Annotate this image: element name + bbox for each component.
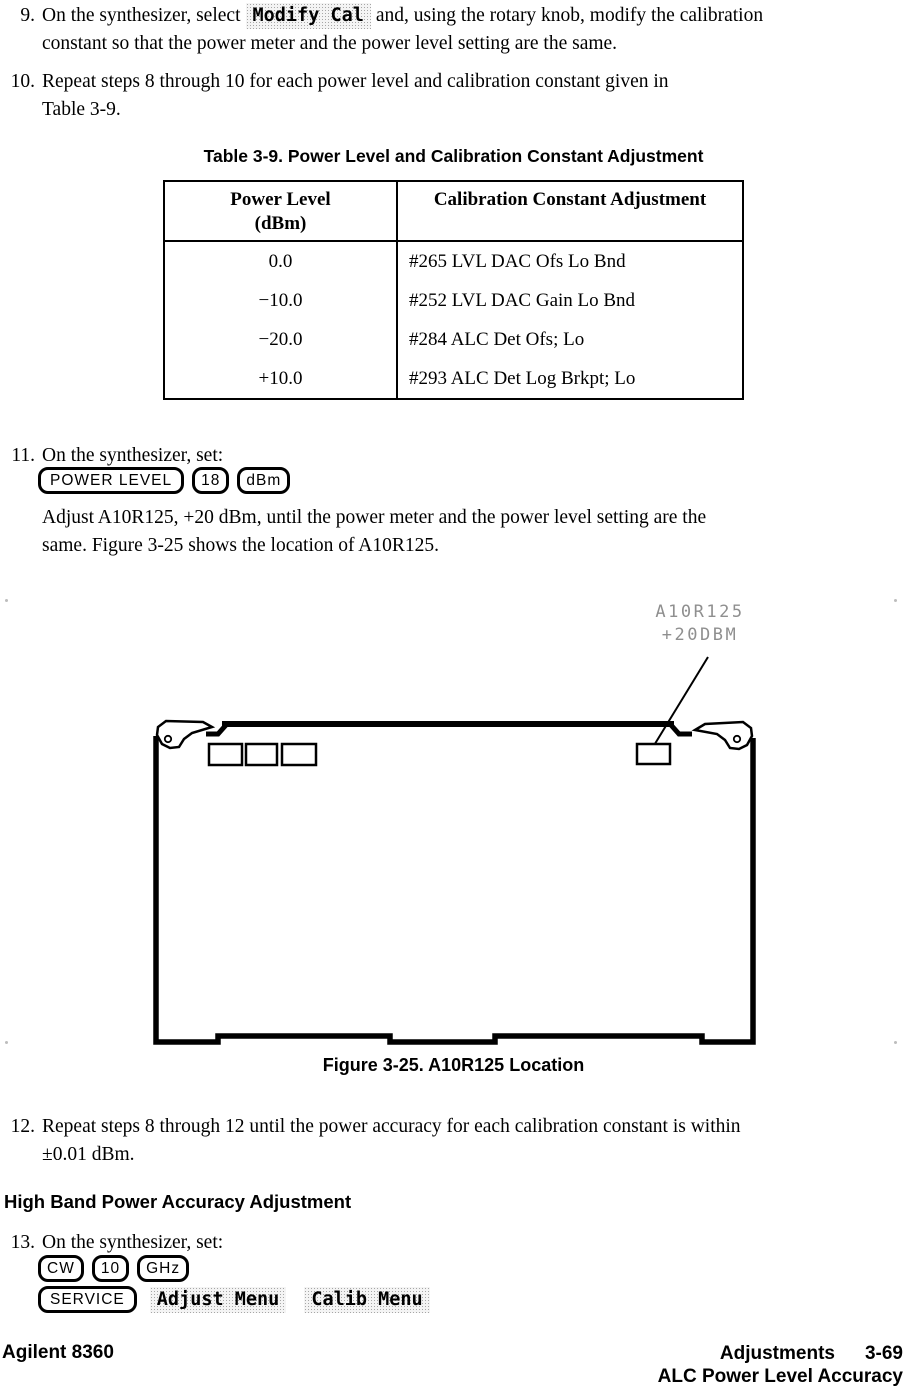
table-3-9-col2-header: Calibration Constant Adjustment xyxy=(433,189,707,210)
step-11-keys xyxy=(38,467,290,494)
step-11-para-line-1: Adjust A10R125, +20 dBm, until the power meter and the power level setting are the xyxy=(42,507,707,528)
softkey-modify-cal: Modify Cal xyxy=(246,3,371,29)
col1-header-line2: (dBm) xyxy=(254,213,307,234)
step-13-intro: On the synthesizer, set: xyxy=(42,1232,224,1253)
component-label-value: +20DBM xyxy=(661,625,739,645)
step-9-line1-post: and, using the rotary knob, modify the calibration xyxy=(375,5,764,26)
step-10-number: 10. xyxy=(10,71,35,92)
section-heading-high-band: High Band Power Accuracy Adjustment xyxy=(4,1191,352,1212)
step-11-number: 11. xyxy=(11,445,35,466)
footer-page-number: 3-69 xyxy=(864,1343,903,1364)
key-dbm: dBm xyxy=(237,467,290,494)
softkey-adjust-menu: Adjust Menu xyxy=(150,1287,287,1313)
latch-hole-left-icon xyxy=(165,736,171,742)
step-13-keys-row-2 xyxy=(38,1286,435,1313)
board-outline xyxy=(156,736,753,1042)
ejector-latch-right-icon xyxy=(695,722,752,749)
table-3-9 xyxy=(163,180,744,400)
cell-power-level: −10.0 xyxy=(165,281,398,320)
board-step-right xyxy=(671,725,692,734)
step-11-paragraph xyxy=(42,504,706,560)
key-10: 10 xyxy=(92,1255,129,1282)
step-9 xyxy=(0,2,907,58)
step-12-line-1: Repeat steps 8 through 12 until the power accuracy for each calibration constant is within xyxy=(42,1116,741,1137)
step-10 xyxy=(0,68,907,124)
table-row xyxy=(165,281,742,320)
cell-power-level: −20.0 xyxy=(165,320,398,359)
footer-subsection: ALC Power Level Accuracy xyxy=(657,1366,903,1387)
latch-hole-right-icon xyxy=(734,736,740,742)
step-13-keys-row-1 xyxy=(38,1255,189,1282)
cell-adjustment: #293 ALC Det Log Brkpt; Lo xyxy=(409,367,636,389)
key-ghz: GHz xyxy=(137,1255,189,1282)
step-10-text xyxy=(42,68,907,124)
step-12 xyxy=(0,1113,907,1169)
step-11-para-line-2: same. Figure 3-25 shows the location of A10R125. xyxy=(42,535,439,556)
col1-header-line1: Power Level xyxy=(230,189,331,210)
key-18: 18 xyxy=(192,467,229,494)
board-component xyxy=(246,744,277,765)
step-10-line-2: Table 3-9. xyxy=(42,99,121,120)
step-9-line-1 xyxy=(42,2,907,30)
key-service: SERVICE xyxy=(38,1286,137,1313)
ejector-latch-left-icon xyxy=(157,721,212,748)
cell-adjustment: #284 ALC Det Ofs; Lo xyxy=(409,328,585,350)
cell-adjustment: #252 LVL DAC Gain Lo Bnd xyxy=(409,289,636,311)
footer-chapter: Adjustments xyxy=(719,1343,835,1364)
cell-power-level: 0.0 xyxy=(165,242,398,281)
step-9-number: 9. xyxy=(20,5,35,26)
step-12-number: 12. xyxy=(10,1116,35,1137)
softkey-calib-menu: Calib Menu xyxy=(304,1287,429,1313)
figure-3-25-board-diagram xyxy=(0,595,907,1055)
step-9-line-2: constant so that the power meter and the power level setting are the same. xyxy=(42,33,618,54)
step-9-line1-pre: On the synthesizer, select xyxy=(42,5,241,26)
step-11 xyxy=(0,442,907,470)
step-10-line-1: Repeat steps 8 through 10 for each power level and calibration constant given in xyxy=(42,71,669,92)
key-power-level: POWER LEVEL xyxy=(38,467,184,494)
board-component xyxy=(209,744,242,765)
figure-3-25-caption: Figure 3-25. A10R125 Location xyxy=(322,1055,585,1075)
step-9-text xyxy=(42,2,907,58)
board-component-a10r125 xyxy=(637,744,670,764)
cell-adjustment: #265 LVL DAC Ofs Lo Bnd xyxy=(409,250,626,272)
footer-chapter-line xyxy=(658,1342,903,1365)
table-3-9-header-row xyxy=(165,182,742,242)
step-12-line-2: ±0.01 dBm. xyxy=(42,1144,135,1165)
board-component xyxy=(282,744,316,765)
footer-section xyxy=(658,1342,903,1388)
step-11-intro: On the synthesizer, set: xyxy=(42,445,224,466)
step-12-text xyxy=(42,1113,907,1169)
component-label-name: A10R125 xyxy=(655,602,745,622)
footer-model: Agilent 8360 xyxy=(2,1342,114,1363)
step-13-number: 13. xyxy=(10,1232,35,1253)
table-row xyxy=(165,359,742,398)
cell-power-level: +10.0 xyxy=(165,359,398,398)
table-row xyxy=(165,242,742,281)
table-3-9-col1-header xyxy=(165,182,398,240)
step-13 xyxy=(0,1229,907,1257)
key-cw: CW xyxy=(38,1255,84,1282)
table-row xyxy=(165,320,742,359)
table-3-9-title: Table 3-9. Power Level and Calibration Constant Adjustment xyxy=(203,146,704,166)
